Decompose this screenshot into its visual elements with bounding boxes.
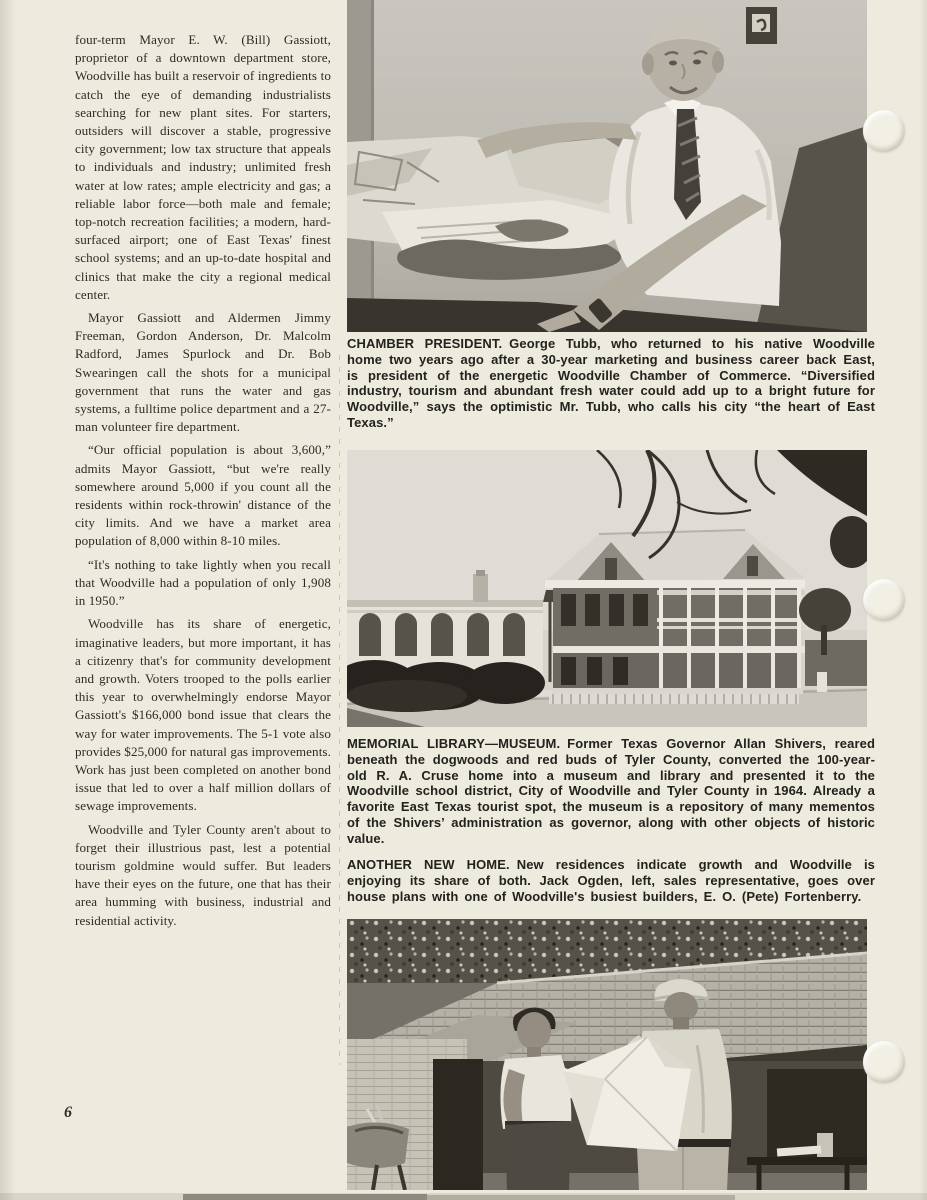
article-paragraph: four-term Mayor E. W. (Bill) Gassiott, proprietor of a downtown department store, Woodville has built a reservoir of ingredients to catch the eye of demanding industrialists searching for new plant sites. For starters, outsiders will discover a stable, progressive city government; low tax structure that appeals to individuals and industry; unlimited fresh water at low rates; ample electricity and gas; a reliable labor force—both male and female; top-notch recreation facilities; a modern, hard-surfaced airport; one of East Texas' finest school systems; and an up-to-date hospital and clinics that make the city a regional medical center.	[75, 32, 331, 302]
article-paragraph: “Our official population is about 3,600,” admits Mayor Gassiott, “but we're really somewhere around 5,000 if you count all the residents within rock-throwin' distance of the city limits. And we have a market area population of 8,000 within 8-10 miles.	[75, 442, 331, 549]
article-paragraph: “It's nothing to take lightly when you recall that Woodville had a population of only 1,908 in 1950.”	[75, 556, 331, 609]
page-number: 6	[64, 1104, 72, 1121]
scan-edge-dark-segment	[183, 1194, 427, 1200]
binder-hole	[863, 1041, 905, 1083]
binder-hole	[863, 110, 905, 152]
caption-text: New residences indicate growth and Woodville is enjoying its share of both. Jack Ogden, left, sales representative, goes over house plans with one of Woodville's busiest builders, E. O. (Pete) Fortenberry.	[347, 857, 875, 904]
scan-edge-bottom	[0, 1193, 927, 1200]
caption-title: CHAMBER PRESIDENT.	[347, 336, 503, 351]
chamber-president-photo	[347, 0, 867, 332]
caption-text: Former Texas Governor Allan Shivers, reared beneath the dogwoods and red buds of Tyler County, converted the 100-year-old R. A. Cruse home into a museum and library and presented it to the Woodville school district, City of Woodville and Tyler County in 1964. Already a favorite East Texas tourist spot, the museum is a repository of many mementos of the Shivers’ administration as governor, along with other objects of historic value.	[347, 736, 875, 846]
binder-hole	[863, 579, 905, 621]
new-home-construction-photo	[347, 919, 867, 1190]
article-paragraph: Woodville and Tyler County aren't about to forget their illustrious past, lest a potential tourism goldmine would suffer. But leaders have their eyes on the future, one that has their area humming with business, industrial and residential activity.	[75, 821, 331, 928]
library-museum-caption	[347, 736, 875, 847]
caption-title: MEMORIAL LIBRARY—MUSEUM.	[347, 736, 561, 751]
wall-box-icon	[746, 7, 777, 44]
picket-fence	[549, 694, 799, 704]
caption-text: George Tubb, who returned to his native Woodville home two years ago after a 30-year marketing and business career back East, is president of the energetic Woodville Chamber of Commerce. “Diversified industry, tourism and abundant fresh water could add up to a bright future for Woodville,” says the optimistic Mr. Tubb, who calls his city “the heart of East Texas.”	[347, 336, 875, 430]
caption-title: ANOTHER NEW HOME.	[347, 857, 510, 872]
museum-building	[543, 530, 805, 694]
library-museum-photo	[347, 450, 867, 727]
article-paragraph: Woodville has its share of energetic, imaginative leaders, but more important, it has a citizenry that's for community development and growth. Voters trooped to the polls earlier this year to overwhelmingly endorse Mayor Gassiott's $166,000 bond issue that clears the way for water improvements. The 5-1 vote also provides $25,000 for natural gas improvements. Work has just been completed on another bond issue that led to over a half million dollars of sewage improvements.	[75, 616, 331, 814]
article-column	[75, 31, 331, 930]
new-home-caption	[347, 857, 875, 904]
article-paragraph: Mayor Gassiott and Aldermen Jimmy Freeman, Gordon Anderson, Dr. Malcolm Radford, James Spurlock and Dr. Bob Swearingen call the shots for a municipal government that runs the water and gas systems, a fulltime police department and a 27-man volunteer fire department.	[75, 310, 331, 435]
scan-edge-mid-segment	[427, 1195, 735, 1200]
chamber-president-caption	[347, 336, 875, 431]
column-crease-line	[339, 355, 340, 1065]
